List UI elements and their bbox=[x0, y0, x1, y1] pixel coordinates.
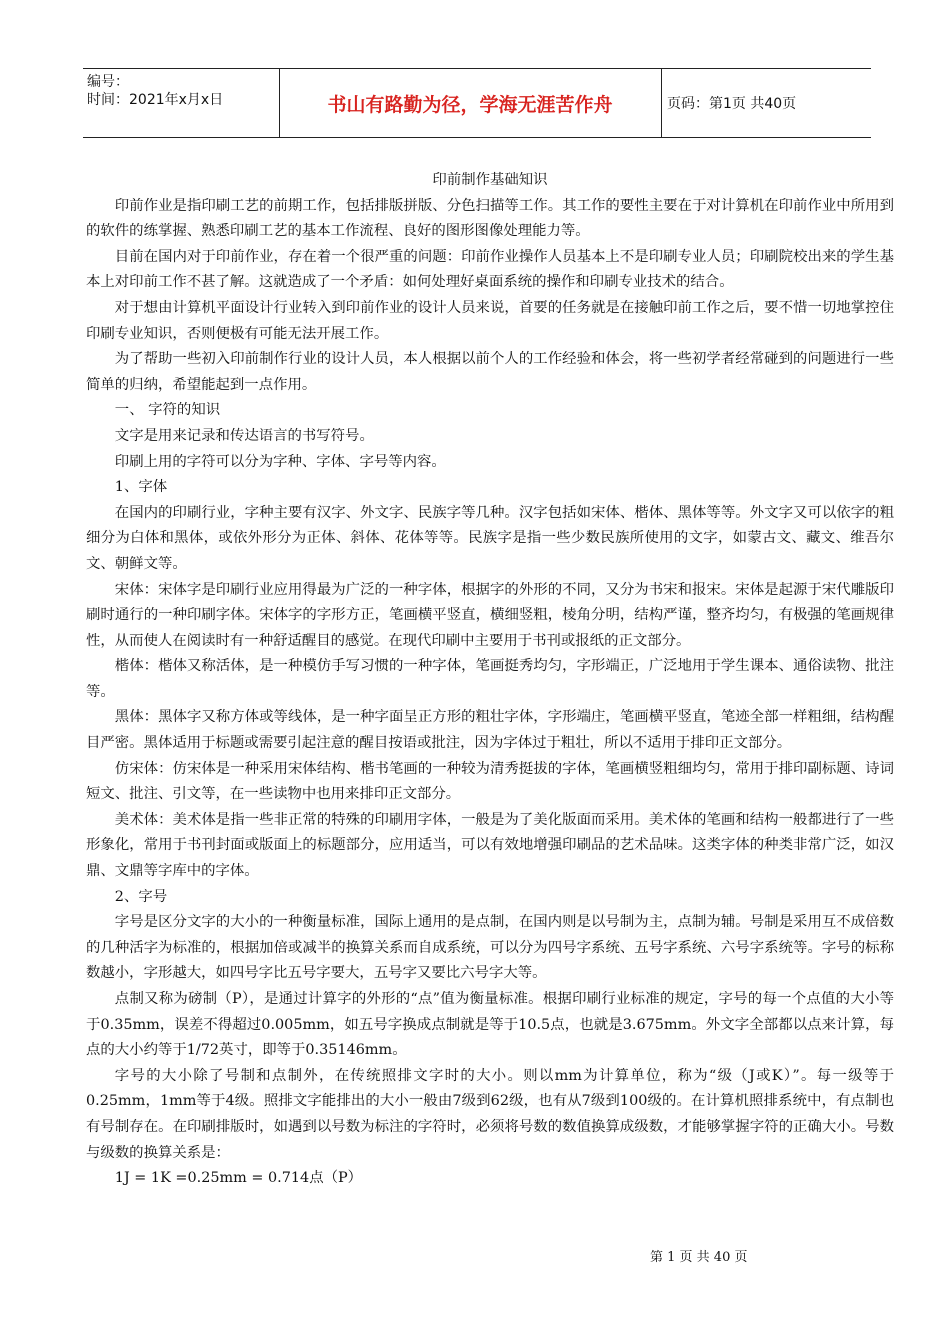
paragraph: 对于想由计算机平面设计行业转入到印前作业的设计人员来说，首要的任务就是在接触印前工作之后，要不惜一切地掌控住印刷专业知识，否则便极有可能无法开展工作。 bbox=[86, 299, 894, 342]
paragraph: 美术体：美术体是指一些非正常的特殊的印刷用字体，一般是为了美化版面而采用。美术体的笔画和结构一般都进行了一些形象化，常用于书刊封面或版面上的标题部分，应用适当，可以有效地增强印刷品的艺术品味。这类字体的种类非常广泛，如汉鼎、文鼎等字库中的字体。 bbox=[86, 811, 894, 880]
page-header bbox=[83, 68, 871, 138]
paragraph: 文字是用来记录和传达语言的书写符号。 bbox=[114, 427, 374, 444]
document-number-label: 编号： bbox=[87, 74, 129, 90]
formula-line: 1J = 1K =0.25mm = 0.714点（P） bbox=[114, 1170, 363, 1187]
page-footer: 第 1 页 共 40 页 bbox=[650, 1250, 748, 1265]
header-page-info: 页码：第1页 共40页 bbox=[667, 96, 797, 112]
paragraph: 目前在国内对于印前作业，存在着一个很严重的问题：印前作业操作人员基本上不是印刷专业人员；印刷院校出来的学生基本上对印前工作不甚了解。这就造成了一个矛盾：如何处理好桌面系统的操作和印刷专业技术的结合。 bbox=[86, 248, 894, 291]
paragraph: 仿宋体：仿宋体是一种采用宋体结构、楷书笔画的一种较为清秀挺拔的字体，笔画横竖粗细均匀，常用于排印副标题、诗词短文、批注、引文等，在一些读物中也用来排印正文部分。 bbox=[86, 760, 894, 803]
paragraph: 黑体：黑体字又称方体或等线体，是一种字面呈正方形的粗壮字体，字形端庄，笔画横平竖直，笔迹全部一样粗细，结构醒目严密。黑体适用于标题或需要引起注意的醒目按语或批注，因为字体过于粗壮，所以不适用于排印正文部分。 bbox=[86, 709, 894, 752]
header-divider-left bbox=[279, 69, 280, 137]
section-heading: 一、 字符的知识 bbox=[114, 402, 221, 419]
header-divider-right bbox=[661, 69, 662, 137]
paragraph: 点制又称为磅制（P），是通过计算字的外形的“点”值为衡量标准。根据印刷行业标准的规定，字号的每一个点值的大小等于0.35mm，误差不得超过0.005mm，如五号字换成点制就是等于10.5点，也就是3.675mm。外文字全部都以点来计算，每点的大小约等于1/72英寸，即等于0.35146mm。 bbox=[86, 991, 894, 1059]
paragraph: 在国内的印刷行业，字种主要有汉字、外文字、民族字等几种。汉字包括如宋体、楷体、黑体等等。外文字又可以依字的粗细分为白体和黑体，或依外形分为正体、斜体、花体等等。民族字是指一些少数民族所使用的文字，如蒙古文、藏文、维吾尔文、朝鲜文等。 bbox=[86, 504, 894, 572]
header-meta bbox=[87, 73, 277, 133]
document-date-label: 时间：2021年x月x日 bbox=[87, 92, 224, 108]
header-motto: 书山有路勤为径，学海无涯苦作舟 bbox=[327, 93, 613, 116]
subsection-heading: 2、字号 bbox=[114, 888, 168, 905]
paragraph: 字号的大小除了号制和点制外，在传统照排文字时的大小。则以mm为计算单位，称为“级（J或K）”。每一级等于0.25mm，1mm等于4级。照排文字能排出的大小一般由7级到62级，也有从7级到100级的。在计算机照排系统中，有点制也有号制存在。在印刷排版时，如遇到以号数为标注的字符时，必须将号数的数值换算成级数，才能够掌握字符的正确大小。号数与级数的换算关系是： bbox=[86, 1067, 894, 1161]
subsection-heading: 1、字体 bbox=[114, 479, 168, 496]
document-body bbox=[86, 168, 894, 1192]
paragraph: 楷体：楷体又称活体，是一种模仿手写习惯的一种字体，笔画挺秀均匀，字形端正，广泛地用于学生课本、通俗读物、批注等。 bbox=[86, 658, 894, 700]
paragraph: 宋体：宋体字是印刷行业应用得最为广泛的一种字体，根据字的外形的不同，又分为书宋和报宋。宋体是起源于宋代雕版印刷时通行的一种印刷字体。宋体字的字形方正，笔画横平竖直，横细竖粗，棱角分明，结构严谨，整齐均匀，有极强的笔画规律性，从而使人在阅读时有一种舒适醒目的感觉。在现代印刷中主要用于书刊或报纸的正文部分。 bbox=[86, 581, 894, 649]
paragraph: 印刷上用的字符可以分为字种、字体、字号等内容。 bbox=[114, 453, 446, 470]
paragraph: 印前作业是指印刷工艺的前期工作，包括排版拼版、分色扫描等工作。其工作的要性主要在于对计算机在印前作业中所用到的软件的练掌握、熟悉印刷工艺的基本工作流程、良好的图形图像处理能力等。 bbox=[86, 197, 894, 240]
paragraph: 为了帮助一些初入印前制作行业的设计人员，本人根据以前个人的工作经验和体会，将一些初学者经常碰到的问题进行一些简单的归纳，希望能起到一点作用。 bbox=[86, 351, 894, 393]
document-title: 印前制作基础知识 bbox=[432, 172, 548, 188]
paragraph: 字号是区分文字的大小的一种衡量标准，国际上通用的是点制，在国内则是以号制为主，点制为辅。号制是采用互不成倍数的几种活字为标准的，根据加倍或减半的换算关系而自成系统，可以分为四号字系统、五号字系统、六号字系统等。字号的标称数越小，字形越大，如四号字比五号字要大，五号字又要比六号字大等。 bbox=[86, 914, 894, 982]
